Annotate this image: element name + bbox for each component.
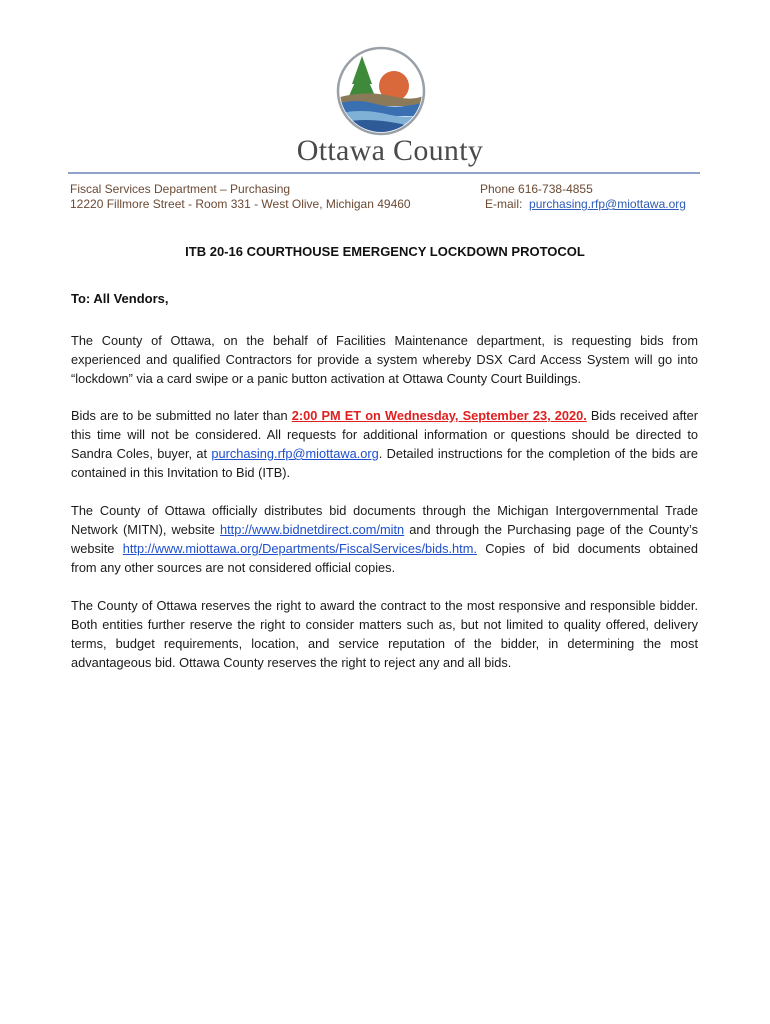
paragraph-request: The County of Ottawa, on the behalf of Facilities Maintenance department, is requesting bids from experienced and qualified Contractors for provide a system whereby DSX Card Access System will go into “lockdown” via a card swipe or a panic button activation at Ottawa County Court Buildings.: [71, 333, 698, 386]
p3-text-c: Copies of bid documents obtained from any other sources are not considered official copies.: [71, 541, 698, 575]
header-email-link[interactable]: purchasing.rfp@miottawa.org: [529, 197, 686, 211]
phone-number: Phone 616-738-4855: [480, 182, 593, 196]
email-label: E-mail:: [485, 197, 523, 211]
county-bids-link[interactable]: http://www.miottawa.org/Departments/FiscalServices/bids.htm.: [122, 541, 477, 556]
county-name-wordmark: Ottawa County: [296, 134, 484, 167]
email-line: [485, 197, 686, 212]
p2-text-c: . Detailed instructions for the completion of the bids are contained in this Invitation to Bid (ITB).: [71, 446, 698, 480]
p2-text-b: Bids received after this time will not be considered. All requests for additional information or questions should be directed to Sandra Coles, buyer, at: [71, 408, 698, 461]
paragraph-award-rights: The County of Ottawa reserves the right to award the contract to the most responsive and responsible bidder. Both entities further reserve the right to consider matters such as, but not limited to quality offered, delivery terms, budget requirements, location, and service reputation of the bidder, in determining the most advantageous bid. Ottawa County reserves the right to reject any and all bids.: [71, 598, 698, 670]
paragraph-distribution: [71, 501, 698, 577]
department-address: 12220 Fillmore Street - Room 331 - West Olive, Michigan 49460: [70, 197, 411, 211]
header-divider: [68, 172, 700, 174]
paragraph-deadline: [71, 406, 698, 482]
document-title: ITB 20-16 COURTHOUSE EMERGENCY LOCKDOWN PROTOCOL: [185, 244, 585, 259]
salutation: To: All Vendors,: [71, 291, 169, 306]
deadline-highlight: 2:00 PM ET on Wednesday, September 23, 2020.: [291, 408, 587, 423]
department-name: Fiscal Services Department – Purchasing: [70, 182, 291, 196]
p3-text-b: and through the Purchasing page of the County’s website: [71, 522, 698, 556]
ottawa-county-logo-icon: [336, 46, 426, 136]
buyer-email-link[interactable]: purchasing.rfp@miottawa.org: [211, 446, 379, 461]
p3-text-a: The County of Ottawa officially distributes bid documents through the Michigan Intergovernmental Trade Network (MITN), website: [71, 503, 698, 537]
p2-text-a: Bids are to be submitted no later than: [71, 408, 292, 423]
mitn-link[interactable]: http://www.bidnetdirect.com/mitn: [219, 522, 405, 537]
